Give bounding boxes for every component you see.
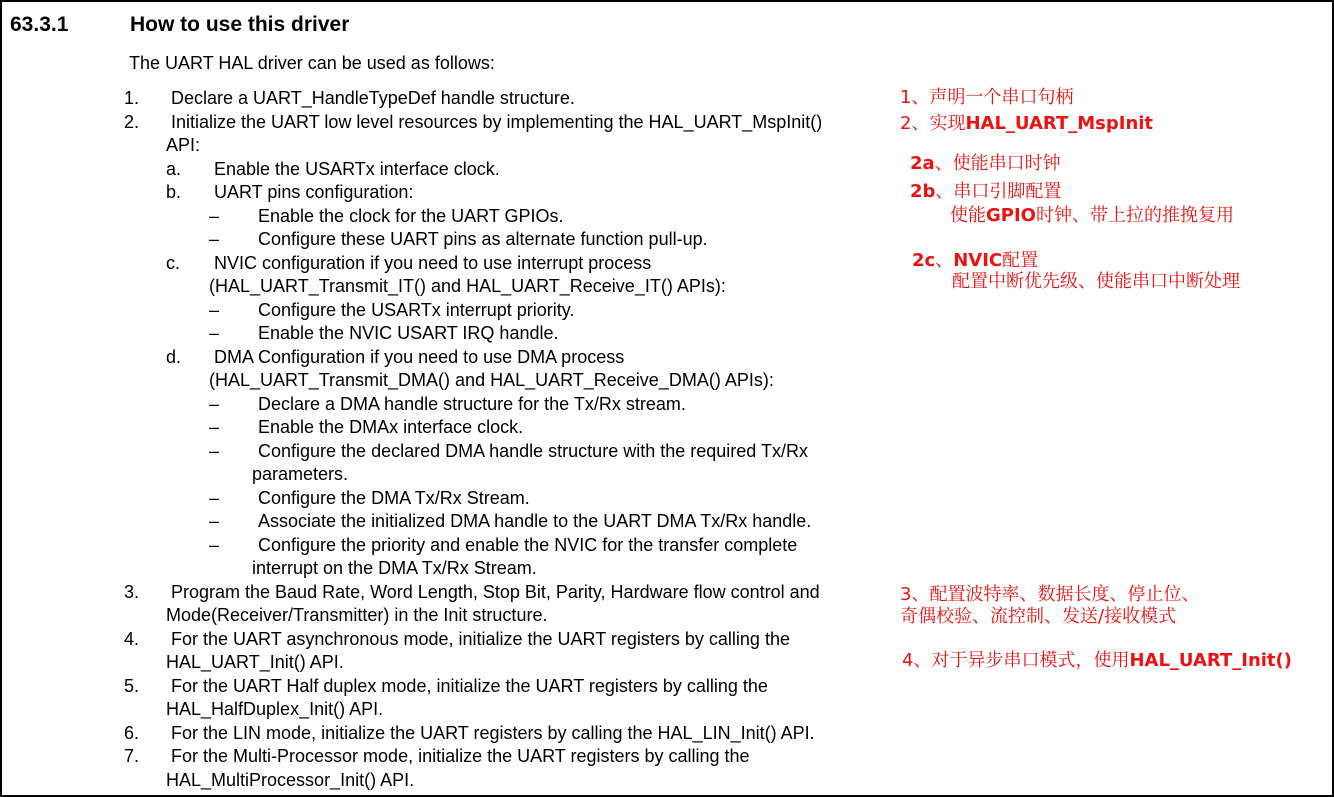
- section-title: How to use this driver: [130, 13, 350, 36]
- list-text: Declare a UART_HandleTypeDef handle structure.: [171, 88, 575, 108]
- list-item-continuation: [2, 557, 902, 581]
- list-marker: –: [209, 205, 220, 226]
- list-text: For the Multi-Processor mode, initialize the UART registers by calling the: [171, 746, 750, 766]
- list-text: Enable the NVIC USART IRQ handle.: [258, 323, 559, 343]
- list-marker: b.: [166, 182, 182, 202]
- list-item-continuation: [2, 769, 902, 793]
- list-item: [2, 346, 902, 370]
- list-text: (HAL_UART_Transmit_IT() and HAL_UART_Receive_IT() APIs):: [209, 276, 726, 296]
- list-item: [2, 722, 902, 746]
- list-item: [2, 181, 902, 205]
- note-1: 1、声明一个串口句柄: [900, 87, 1074, 108]
- list-item: [2, 299, 902, 323]
- steps-list: [2, 87, 902, 792]
- list-text: (HAL_UART_Transmit_DMA() and HAL_UART_Receive_DMA() APIs):: [209, 370, 774, 390]
- list-item: [2, 440, 902, 464]
- list-text: UART pins configuration:: [214, 182, 414, 202]
- list-text: HAL_UART_Init() API.: [166, 652, 344, 672]
- list-marker: –: [209, 511, 220, 531]
- list-marker: –: [209, 440, 220, 461]
- note-2c-detail: 配置中断优先级、使能串口中断处理: [952, 271, 1240, 292]
- list-marker: –: [209, 417, 220, 437]
- list-item: [2, 581, 902, 605]
- list-marker: 7.: [124, 746, 140, 766]
- list-text: Configure the declared DMA handle structure with the required Tx/Rx: [258, 440, 808, 461]
- list-item: [2, 487, 902, 511]
- note-2a: 2a、使能串口时钟: [910, 153, 1061, 174]
- list-text: HAL_HalfDuplex_Init() API.: [166, 699, 384, 719]
- list-item-continuation: [2, 463, 902, 487]
- list-marker: –: [209, 299, 220, 320]
- list-item: [2, 416, 902, 440]
- list-marker: 1.: [124, 88, 140, 108]
- list-item: [2, 675, 902, 699]
- section-number: 63.3.1: [10, 13, 69, 36]
- list-marker: 2.: [124, 111, 140, 132]
- list-text: Initialize the UART low level resources by implementing the HAL_UART_MspInit(): [171, 111, 823, 132]
- note-2b-detail: 使能GPIO时钟、带上拉的推挽复用: [950, 205, 1234, 226]
- list-marker: –: [209, 323, 220, 343]
- list-text: Configure the priority and enable the NVIC for the transfer complete: [258, 534, 798, 555]
- list-marker: 4.: [124, 628, 140, 649]
- note-3-detail: 奇偶校验、流控制、发送/接收模式: [900, 606, 1177, 627]
- list-item: [2, 534, 902, 558]
- list-item: [2, 205, 902, 229]
- list-item-continuation: [2, 275, 902, 299]
- list-item: [2, 628, 902, 652]
- list-text: Associate the initialized DMA handle to the UART DMA Tx/Rx handle.: [258, 511, 812, 531]
- list-text: HAL_MultiProcessor_Init() API.: [166, 769, 415, 790]
- list-text: NVIC configuration if you need to use interrupt process: [214, 252, 652, 273]
- list-text: Enable the USARTx interface clock.: [214, 158, 500, 179]
- list-item-continuation: [2, 604, 902, 628]
- list-item: [2, 228, 902, 252]
- list-text: Enable the DMAx interface clock.: [258, 417, 524, 437]
- list-text: For the UART Half duplex mode, initialize the UART registers by calling the: [171, 675, 768, 696]
- list-text: API:: [166, 135, 201, 155]
- list-marker: –: [209, 534, 220, 555]
- list-text: parameters.: [252, 464, 349, 484]
- list-marker: 6.: [124, 722, 140, 743]
- list-item: [2, 158, 902, 182]
- list-item: [2, 745, 902, 769]
- list-item: [2, 252, 902, 276]
- note-4: 4、对于异步串口模式，使用HAL_UART_Init(): [902, 650, 1292, 671]
- list-item-continuation: [2, 369, 902, 393]
- list-text: Enable the clock for the UART GPIOs.: [258, 205, 564, 226]
- list-marker: –: [209, 487, 220, 508]
- list-text: Configure the DMA Tx/Rx Stream.: [258, 487, 530, 508]
- list-text: Configure the USARTx interrupt priority.: [258, 299, 575, 320]
- list-item: [2, 87, 902, 111]
- list-item-continuation: [2, 698, 902, 722]
- list-marker: –: [209, 393, 220, 414]
- list-marker: –: [209, 229, 220, 249]
- list-item: [2, 322, 902, 346]
- list-text: For the LIN mode, initialize the UART registers by calling the HAL_LIN_Init() API.: [171, 722, 815, 743]
- list-marker: a.: [166, 158, 182, 179]
- list-item-continuation: [2, 651, 902, 675]
- note-2c: 2c、NVIC配置: [912, 250, 1039, 271]
- list-marker: 3.: [124, 581, 140, 602]
- list-text: Program the Baud Rate, Word Length, Stop Bit, Parity, Hardware flow control and: [171, 581, 820, 602]
- list-item-continuation: [2, 134, 902, 158]
- note-2: 2、实现HAL_UART_MspInit: [900, 113, 1154, 134]
- list-text: For the UART asynchronous mode, initialize the UART registers by calling the: [171, 628, 790, 649]
- list-text: Declare a DMA handle structure for the Tx/Rx stream.: [258, 393, 686, 414]
- list-text: DMA Configuration if you need to use DMA process: [214, 346, 625, 367]
- list-item: [2, 111, 902, 135]
- list-text: interrupt on the DMA Tx/Rx Stream.: [252, 558, 537, 578]
- list-text: Mode(Receiver/Transmitter) in the Init structure.: [166, 605, 548, 625]
- list-marker: d.: [166, 346, 182, 367]
- list-item: [2, 510, 902, 534]
- note-3: 3、配置波特率、数据长度、停止位、: [900, 584, 1200, 605]
- intro-text: The UART HAL driver can be used as follows:: [129, 53, 495, 73]
- list-marker: 5.: [124, 675, 140, 696]
- list-text: Configure these UART pins as alternate function pull-up.: [258, 229, 708, 249]
- list-marker: c.: [166, 252, 181, 273]
- list-item: [2, 393, 902, 417]
- note-2b: 2b、串口引脚配置: [910, 181, 1062, 202]
